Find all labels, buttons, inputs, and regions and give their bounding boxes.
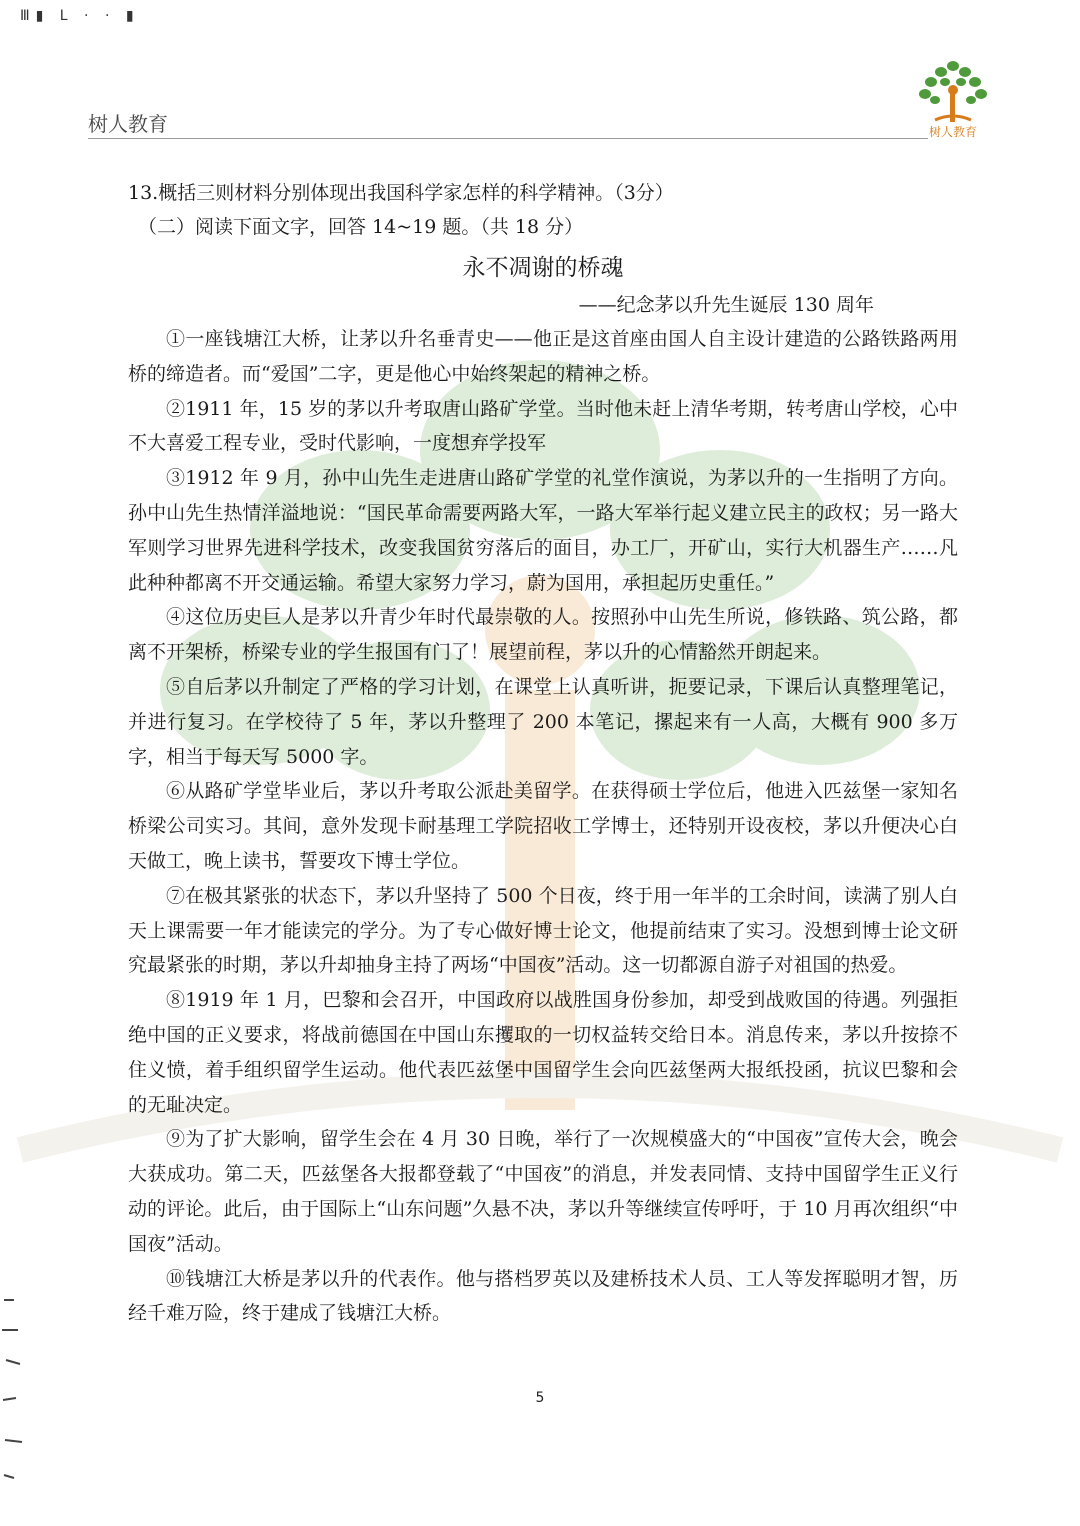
paragraph-10: ⑩钱塘江大桥是茅以升的代表作。他与搭档罗英以及建桥技术人员、工人等发挥聪明才智，历经千难万险，终于建成了钱塘江大桥。 bbox=[128, 1267, 958, 1325]
article-subtitle: ——纪念茅以升先生诞辰 130 周年 bbox=[578, 294, 874, 316]
scan-edge-marks bbox=[0, 1290, 40, 1490]
paragraph-3: ③1912 年 9 月，孙中山先生走进唐山路矿学堂的礼堂作演说，为茅以升的一生指明了方向。孙中山先生热情洋溢地说：“国民革命需要两路大军，一路大军举行起义建立民主的政权；另一路大军则学习世界先进科学技术，改变我国贫穷落后的面目，办工厂，开矿山，实行大机器生产……凡此种种都离不开交通运输。希望大家努力学习，蔚为国用，承担起历史重任。” bbox=[128, 467, 958, 594]
scan-marks: Ⅲ▮ L · · ▮ bbox=[20, 8, 140, 24]
document-body bbox=[128, 176, 958, 1331]
article-title: 永不凋谢的桥魂 bbox=[462, 255, 624, 281]
paragraph-8: ⑧1919 年 1 月，巴黎和会召开，中国政府以战胜国身份参加，却受到战败国的待遇。列强拒绝中国的正义要求，将战前德国在中国山东攫取的一切权益转交给日本。消息传来，茅以升按捺不住义愤，着手组织留学生运动。他代表匹兹堡中国留学生会向匹兹堡两大报纸投函，抗议巴黎和会的无耻决定。 bbox=[128, 989, 958, 1116]
brand-logo bbox=[905, 60, 1001, 142]
paragraph-5: ⑤自后茅以升制定了严格的学习计划，在课堂上认真听讲，扼要记录，下课后认真整理笔记，并进行复习。在学校待了 5 年，茅以升整理了 200 本笔记，摞起来有一人高，大概有 900 多万字，相当于每天写 5000 字。 bbox=[128, 675, 958, 768]
header-rule bbox=[88, 138, 928, 139]
paragraph-4: ④这位历史巨人是茅以升青少年时代最崇敬的人。按照孙中山先生所说，修铁路、筑公路，都离不开架桥，桥梁专业的学生报国有门了！展望前程，茅以升的心情豁然开朗起来。 bbox=[128, 606, 958, 664]
paragraph-1: ①一座钱塘江大桥，让茅以升名垂青史——他正是这首座由国人自主设计建造的公路铁路两用桥的缔造者。而“爱国”二字，更是他心中始终架起的精神之桥。 bbox=[128, 328, 958, 385]
section-heading: （二）阅读下面文字，回答 14~19 题。（共 18 分） bbox=[138, 216, 584, 238]
header-brand: 树人教育 bbox=[88, 112, 168, 136]
paragraph-6: ⑥从路矿学堂毕业后，茅以升考取公派赴美留学。在获得硕士学位后，他进入匹兹堡一家知名桥梁公司实习。其间，意外发现卡耐基理工学院招收工学博士，还特别开设夜校，茅以升便决心白天做工，晚上读书，誓要攻下博士学位。 bbox=[128, 780, 958, 872]
tree-logo-icon bbox=[905, 60, 1001, 126]
logo-text: 树人教育 bbox=[928, 125, 977, 139]
question-13: 13.概括三则材料分别体现出我国科学家怎样的科学精神。（3分） bbox=[128, 182, 674, 204]
page-number: 5 bbox=[535, 1390, 545, 1406]
paragraph-7: ⑦在极其紧张的状态下，茅以升坚持了 500 个日夜，终于用一年半的工余时间，读满了别人白天上课需要一年才能读完的学分。为了专心做好博士论文，他提前结束了实习。没想到博士论文研究最紧张的时期，茅以升却抽身主持了两场“中国夜”活动。这一切都源自游子对祖国的热爱。 bbox=[128, 884, 958, 977]
paragraph-9: ⑨为了扩大影响，留学生会在 4 月 30 日晚，举行了一次规模盛大的“中国夜”宣传大会，晚会大获成功。第二天，匹兹堡各大报都登载了“中国夜”的消息，并发表同情、支持中国留学生正义行动的评论。此后，由于国际上“山东问题”久悬不决，茅以升等继续宣传呼吁，于 10 月再次组织“中国夜”活动。 bbox=[128, 1128, 958, 1255]
paragraph-2: ②1911 年，15 岁的茅以升考取唐山路矿学堂。当时他未赶上清华考期，转考唐山学校，心中不大喜爱工程专业，受时代影响，一度想弃学投军 bbox=[128, 397, 958, 455]
